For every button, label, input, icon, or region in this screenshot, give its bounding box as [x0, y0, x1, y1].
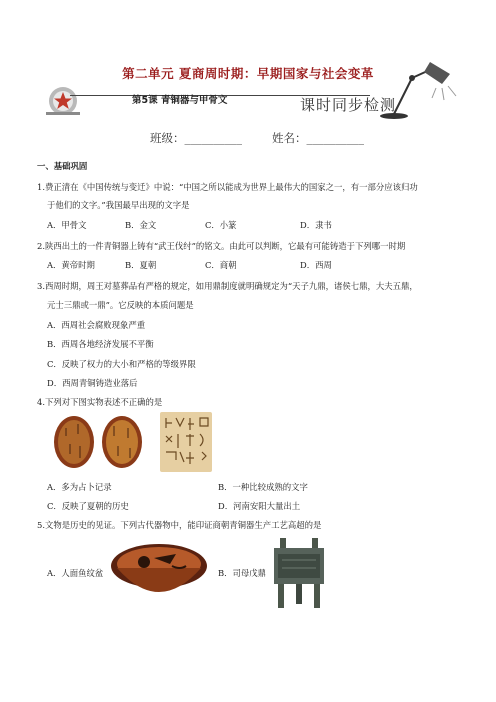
q5-option-a: A．人面鱼纹盆: [47, 568, 104, 578]
lesson-title: 第5课 青铜器与甲骨文: [132, 95, 228, 106]
q2-option-d: D．西周: [300, 260, 332, 270]
section-title: 一、基础巩固: [37, 161, 88, 171]
q4-option-b: B．一种比较成熟的文字: [218, 482, 308, 492]
q2-option-b: B．夏朝: [125, 260, 157, 270]
q3-option-b: B．西周各地经济发展不平衡: [47, 339, 154, 349]
q4-option-a: A．多为占卜记录: [47, 482, 112, 492]
question-2-line-1: 2.陕西出土的一件青铜器上铸有“武王伐纣”的铭文。由此可以判断，它最有可能铸造于下列哪一时期: [37, 241, 406, 251]
q3-option-a: A．西周社会腐败现象严重: [47, 320, 146, 330]
question-1-line-2: 于他们的文字。”我国最早出现的文字是: [47, 200, 190, 210]
q3-option-c: C．反映了权力的大小和严格的等级界限: [47, 359, 196, 369]
q1-option-c: C．小篆: [205, 220, 237, 230]
question-3-line-1: 3.西周时期，周王对墓葬品有严格的规定，如用鼎制度就明确规定为“天子九鼎，诸侯七鼎，大夫五鼎，: [37, 281, 418, 291]
q3-option-d: D．西周青铜铸造业落后: [47, 378, 138, 388]
oracle-bone-shell-image: [48, 414, 148, 470]
tag-text: 课时同步检测: [300, 96, 397, 114]
q1-option-d: D．隶书: [300, 220, 332, 230]
q4-option-d: D．河南安阳大量出土: [218, 501, 301, 511]
q2-option-c: C．商朝: [205, 260, 237, 270]
q1-option-a: A．甲骨文: [47, 220, 87, 230]
class-field: 班级：__________: [150, 131, 242, 145]
q2-option-a: A．黄帝时期: [47, 260, 95, 270]
name-field: 姓名：__________: [272, 131, 364, 145]
question-1-line-1: 1.费正清在《中国传统与变迁》中说：“中国之所以能成为世界上最伟大的国家之一，有一部分应该归功: [37, 182, 418, 192]
painted-pottery-basin-image: [108, 536, 210, 606]
oracle-bone-script-image: [160, 412, 212, 472]
question-4-line-1: 4.下列对下图实物表述不正确的是: [37, 397, 163, 407]
q4-option-c: C．反映了夏朝的历史: [47, 501, 129, 511]
question-5-line-1: 5.文物是历史的见证。下列古代器物中，能印证商朝青铜器生产工艺高超的是: [37, 520, 322, 530]
q1-option-b: B．金文: [125, 220, 157, 230]
q5-option-b: B．司母戊鼎: [218, 568, 267, 578]
star-badge-icon: [42, 80, 84, 122]
simuwu-ding-image: [268, 536, 330, 612]
unit-title: 第二单元 夏商周时期：早期国家与社会变革: [122, 66, 374, 81]
question-3-line-2: 元士三鼎或一鼎”。它反映的本质问题是: [47, 300, 194, 310]
